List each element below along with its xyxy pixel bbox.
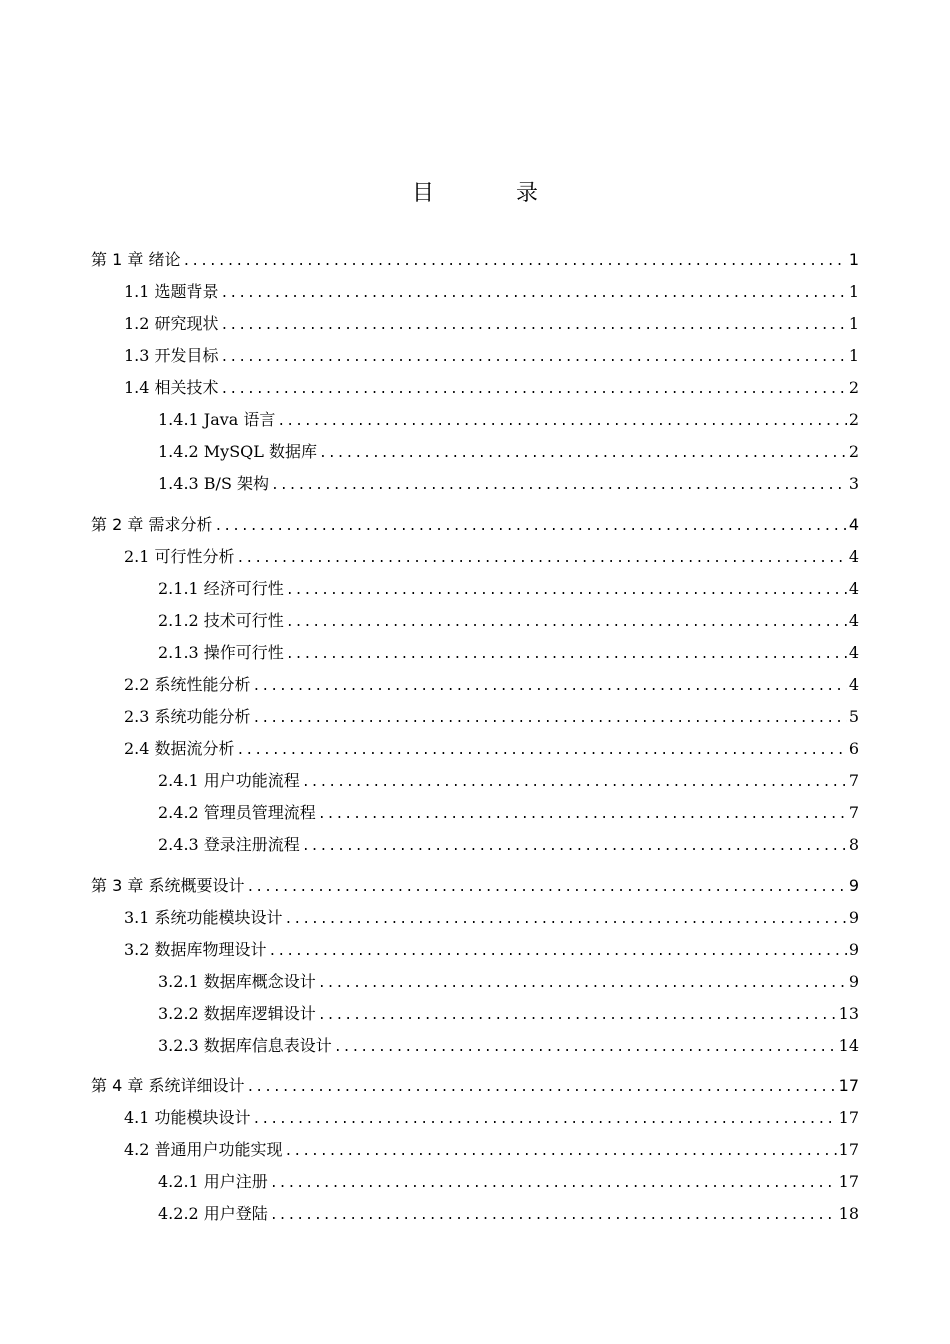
toc-page-number: 17 <box>838 1108 859 1127</box>
toc-entry[interactable] <box>124 940 859 960</box>
toc-entry-title: 2.4.3 登录注册流程 <box>158 835 300 854</box>
toc-page-number: 3 <box>848 474 859 493</box>
toc-dot-leader <box>270 1174 837 1194</box>
toc-dot-leader <box>246 878 846 898</box>
toc-page-number: 2 <box>848 410 859 429</box>
toc-entry[interactable] <box>124 378 859 398</box>
toc-entry[interactable] <box>124 282 859 302</box>
toc-dot-leader <box>221 316 847 336</box>
toc-entry-title: 4.2.1 用户注册 <box>158 1172 268 1191</box>
toc-entry[interactable] <box>158 835 859 855</box>
toc-page-number: 9 <box>848 876 859 895</box>
toc-page-number: 1 <box>848 282 859 301</box>
toc-entry-title: 3.2 数据库物理设计 <box>124 940 267 959</box>
toc-entry[interactable] <box>158 771 859 791</box>
toc-dot-leader <box>285 910 847 930</box>
toc-page-number: 9 <box>848 908 859 927</box>
toc-entry-title: 1.4.3 B/S 架构 <box>158 474 269 493</box>
toc-entry[interactable] <box>158 1036 859 1056</box>
toc-entry[interactable] <box>158 1172 859 1192</box>
toc-entry-title: 2.1.2 技术可行性 <box>158 611 284 630</box>
toc-entry[interactable] <box>158 579 859 599</box>
toc-entry[interactable] <box>158 410 859 430</box>
toc-dot-leader <box>182 252 846 272</box>
toc-page-number: 18 <box>838 1204 859 1223</box>
toc-entry-title: 第 3 章 系统概要设计 <box>91 876 245 895</box>
toc-page-number: 4 <box>848 579 859 598</box>
toc-dot-leader <box>270 1206 837 1226</box>
toc-dot-leader <box>214 517 846 537</box>
toc-page-number: 1 <box>848 250 859 269</box>
toc-page-number: 4 <box>848 515 859 534</box>
toc-entry-title: 4.2.2 用户登陆 <box>158 1204 268 1223</box>
toc-entry-title: 2.1 可行性分析 <box>124 547 235 566</box>
toc-entry-title: 2.3 系统功能分析 <box>124 707 251 726</box>
toc-entry[interactable] <box>124 739 859 759</box>
toc-dot-leader <box>302 837 847 857</box>
toc-entry[interactable] <box>158 1004 859 1024</box>
toc-entry[interactable] <box>124 707 859 727</box>
toc-entry[interactable] <box>158 474 859 494</box>
toc-dot-leader <box>318 1006 837 1026</box>
toc-entry[interactable] <box>158 442 859 462</box>
toc-entry[interactable] <box>124 547 859 567</box>
toc-entry-title: 2.4.1 用户功能流程 <box>158 771 300 790</box>
toc-page-number: 7 <box>848 803 859 822</box>
toc-page-number: 13 <box>838 1004 859 1023</box>
toc-entry-title: 1.1 选题背景 <box>124 282 219 301</box>
toc-entry[interactable] <box>158 611 859 631</box>
toc-dot-leader <box>318 974 847 994</box>
toc-dot-leader <box>221 348 847 368</box>
toc-page-number: 17 <box>838 1140 859 1159</box>
toc-entry-title: 2.1.1 经济可行性 <box>158 579 284 598</box>
toc-dot-leader <box>318 805 847 825</box>
toc-entry-title: 2.4.2 管理员管理流程 <box>158 803 316 822</box>
toc-entry[interactable] <box>91 1076 859 1096</box>
toc-dot-leader <box>334 1038 837 1058</box>
toc-entry[interactable] <box>124 1108 859 1128</box>
toc-entry-title: 1.4 相关技术 <box>124 378 219 397</box>
toc-dot-leader <box>285 1142 837 1162</box>
toc-entry[interactable] <box>158 643 859 663</box>
toc-dot-leader <box>286 581 847 601</box>
toc-dot-leader <box>246 1078 836 1098</box>
toc-page-number: 2 <box>848 442 859 461</box>
toc-dot-leader <box>253 1110 837 1130</box>
toc-page-number: 5 <box>848 707 859 726</box>
toc-entry-title: 1.4.2 MySQL 数据库 <box>158 442 318 461</box>
toc-entry-title: 2.2 系统性能分析 <box>124 675 251 694</box>
toc-page-number: 14 <box>838 1036 859 1055</box>
toc-page-number: 8 <box>848 835 859 854</box>
toc-entry-title: 1.4.1 Java 语言 <box>158 410 276 429</box>
toc-entry-title: 2.4 数据流分析 <box>124 739 235 758</box>
toc-page-number: 1 <box>848 314 859 333</box>
toc-page-number: 4 <box>848 611 859 630</box>
toc-page-number: 7 <box>848 771 859 790</box>
toc-dot-leader <box>253 677 847 697</box>
toc-dot-leader <box>269 942 847 962</box>
toc-dot-leader <box>286 645 847 665</box>
toc-dot-leader <box>277 412 846 432</box>
toc-entry[interactable] <box>158 803 859 823</box>
toc-page-number: 1 <box>848 346 859 365</box>
toc-dot-leader <box>271 476 847 496</box>
toc-entry[interactable] <box>124 1140 859 1160</box>
toc-page-number: 2 <box>848 378 859 397</box>
toc-page-number: 4 <box>848 643 859 662</box>
toc-entry-title: 3.1 系统功能模块设计 <box>124 908 283 927</box>
toc-dot-leader <box>286 613 847 633</box>
toc-entry-title: 2.1.3 操作可行性 <box>158 643 284 662</box>
toc-dot-leader <box>221 380 847 400</box>
toc-entry-title: 1.2 研究现状 <box>124 314 219 333</box>
toc-dot-leader <box>319 444 847 464</box>
toc-entry-title: 3.2.1 数据库概念设计 <box>158 972 316 991</box>
page-title: 目 录 <box>411 181 568 206</box>
toc-dot-leader <box>221 284 847 304</box>
toc-entry[interactable] <box>124 675 859 695</box>
toc-entry[interactable] <box>124 908 859 928</box>
toc-entry-title: 3.2.2 数据库逻辑设计 <box>158 1004 316 1023</box>
toc-page-number: 9 <box>848 972 859 991</box>
toc-entry-title: 1.3 开发目标 <box>124 346 219 365</box>
toc-entry-title: 4.2 普通用户功能实现 <box>124 1140 283 1159</box>
toc-page-number: 9 <box>848 940 859 959</box>
toc-entry[interactable] <box>91 876 859 896</box>
toc-entry[interactable] <box>124 346 859 366</box>
toc-entry[interactable] <box>91 250 859 270</box>
toc-page-number: 4 <box>848 547 859 566</box>
toc-entry-title: 第 4 章 系统详细设计 <box>91 1076 245 1095</box>
toc-page-number: 17 <box>838 1076 859 1095</box>
toc-page-number: 4 <box>848 675 859 694</box>
toc-entry[interactable] <box>91 515 859 535</box>
toc-entry[interactable] <box>124 314 859 334</box>
toc-dot-leader <box>237 549 847 569</box>
toc-entry-title: 4.1 功能模块设计 <box>124 1108 251 1127</box>
toc-page-number: 6 <box>848 739 859 758</box>
toc-dot-leader <box>237 741 847 761</box>
toc-entry[interactable] <box>158 972 859 992</box>
toc-page-number: 17 <box>838 1172 859 1191</box>
toc-dot-leader <box>253 709 847 729</box>
toc-entry-title: 3.2.3 数据库信息表设计 <box>158 1036 332 1055</box>
toc-dot-leader <box>302 773 847 793</box>
toc-entry[interactable] <box>158 1204 859 1224</box>
toc-entry-title: 第 1 章 绪论 <box>91 250 181 269</box>
toc-entry-title: 第 2 章 需求分析 <box>91 515 213 534</box>
